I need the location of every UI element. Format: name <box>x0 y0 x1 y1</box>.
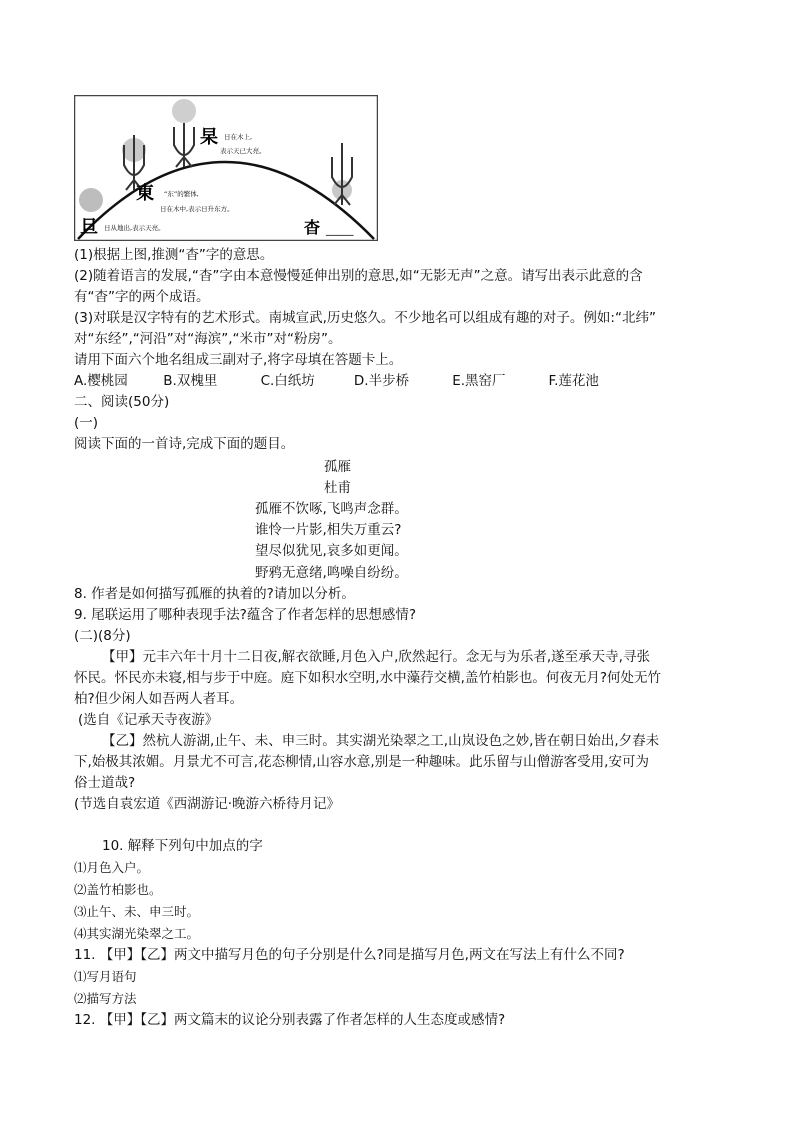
passage-yi-line-3: 俗士道哉? <box>74 775 136 791</box>
option-a: A.樱桃园 <box>74 373 128 389</box>
passage-jia-line-2: 怀民。怀民亦未寝,相与步于中庭。庭下如积水空明,水中藻荇交横,盖竹柏影也。何夜无月?何处无竹 <box>74 670 662 686</box>
question-11: 11. 【甲】【乙】两文中描写月色的句子分别是什么?同是描写月色,两文在写法上有什么不同? <box>74 947 625 963</box>
question-10: 10. 解释下列句中加点的字 <box>102 838 263 854</box>
part-1-title: (一) <box>74 415 99 431</box>
passage-yi-line-1: 【乙】然杭人游湖,止午、未、申三时。其实湖光染翠之工,山岚设色之妙,皆在朝日始出,夕舂未 <box>102 733 660 749</box>
section-2-title: 二、阅读(50分) <box>74 394 170 410</box>
passage-yi-line-2: 下,始极其浓媚。月景尤不可言,花态柳情,山容水意,别是一种趣味。此乐留与山僧游客受用,安可为 <box>74 754 649 770</box>
question-1: (1)根据上图,推测“杳”字的意思。 <box>74 247 274 263</box>
character-figure <box>74 95 378 241</box>
poem-line-4: 野鸦无意绪,鸣噪自纷纷。 <box>255 565 408 581</box>
poem-line-1: 孤雁不饮啄,飞鸣声念群。 <box>255 501 408 517</box>
sun-high <box>172 99 196 123</box>
question-10-item-4: ⑷其实湖光染翠之工。 <box>74 926 200 941</box>
question-11-item-2: ⑵描写方法 <box>74 991 137 1006</box>
char-guo-note-1: 日在木上, <box>224 133 253 141</box>
char-yao: 杳 <box>304 218 321 237</box>
poem-author: 杜甫 <box>324 480 351 496</box>
option-e: E.黑窑厂 <box>452 373 506 389</box>
option-d: D.半步桥 <box>353 373 410 389</box>
passage-jia-line-3: 柏?但少闲人如吾两人者耳。 <box>74 691 244 707</box>
passage-jia-line-1: 【甲】元丰六年十月十二日夜,解衣欲睡,月色入户,欣然起行。念无与为乐者,遂至承天寺,寻张 <box>102 649 650 665</box>
char-dong-note-2: 日在木中,表示日升东方。 <box>160 205 234 213</box>
question-10-item-3: ⑶止午、未、申三时。 <box>74 904 200 919</box>
poem-line-3: 望尽似犹见,哀多如更闻。 <box>255 543 408 559</box>
char-dong: 東 <box>136 183 154 204</box>
poem-intro: 阅读下面的一首诗,完成下面的题目。 <box>74 436 295 452</box>
char-dan: 旦 <box>80 217 98 238</box>
question-10-item-1: ⑴月色入户。 <box>74 860 150 875</box>
poem-title: 孤雁 <box>324 459 351 475</box>
options-row <box>74 371 599 391</box>
char-dan-note: 日从地出,表示天亮。 <box>104 224 165 232</box>
question-2-line-2: 有“杳”字的两个成语。 <box>74 289 210 305</box>
char-dong-note-1: “东”的繁体, <box>164 190 199 198</box>
question-10-item-2: ⑵盖竹柏影也。 <box>74 882 162 897</box>
char-guo-note-2: 表示天已大亮。 <box>220 147 266 155</box>
question-3-line-2: 对“东经”,“河沿”对“海滨”,“米市”对“粉房”。 <box>74 331 342 347</box>
poem-line-2: 谁怜一片影,相失万重云? <box>255 522 402 538</box>
sun-rising <box>79 188 103 212</box>
option-c: C.白纸坊 <box>260 373 315 389</box>
question-3-line-3: 请用下面六个地名组成三副对子,将字母填在答题卡上。 <box>74 352 403 368</box>
passage-jia-source: (选自《记承天寺夜游》 <box>78 712 219 728</box>
question-3-line-1: (3)对联是汉字特有的艺术形式。南城宣武,历史悠久。不少地名可以组成有趣的对子。例如:“北纬” <box>74 310 656 326</box>
question-8: 8. 作者是如何描写孤雁的执着的?请加以分析。 <box>74 586 355 602</box>
option-b: B.双槐里 <box>163 373 218 389</box>
passage-yi-source: (节选自袁宏道《西湖游记·晚游六桥待月记》 <box>74 796 341 812</box>
part-2-title: (二)(8分) <box>74 628 131 644</box>
char-guo: 杲 <box>200 127 218 148</box>
question-11-item-1: ⑴写月语句 <box>74 969 137 984</box>
question-9: 9. 尾联运用了哪种表现手法?蕴含了作者怎样的思想感情? <box>74 607 417 623</box>
question-2-line-1: (2)随着语言的发展,“杳”字由本意慢慢延伸出别的意思,如“无影无声”之意。请写出表示此意的含 <box>74 268 643 284</box>
option-f: F.莲花池 <box>548 373 599 389</box>
question-12: 12. 【甲】【乙】两文篇末的议论分别表露了作者怎样的人生态度或感情? <box>74 1012 506 1028</box>
char-yao-blank: _____ <box>326 223 354 236</box>
